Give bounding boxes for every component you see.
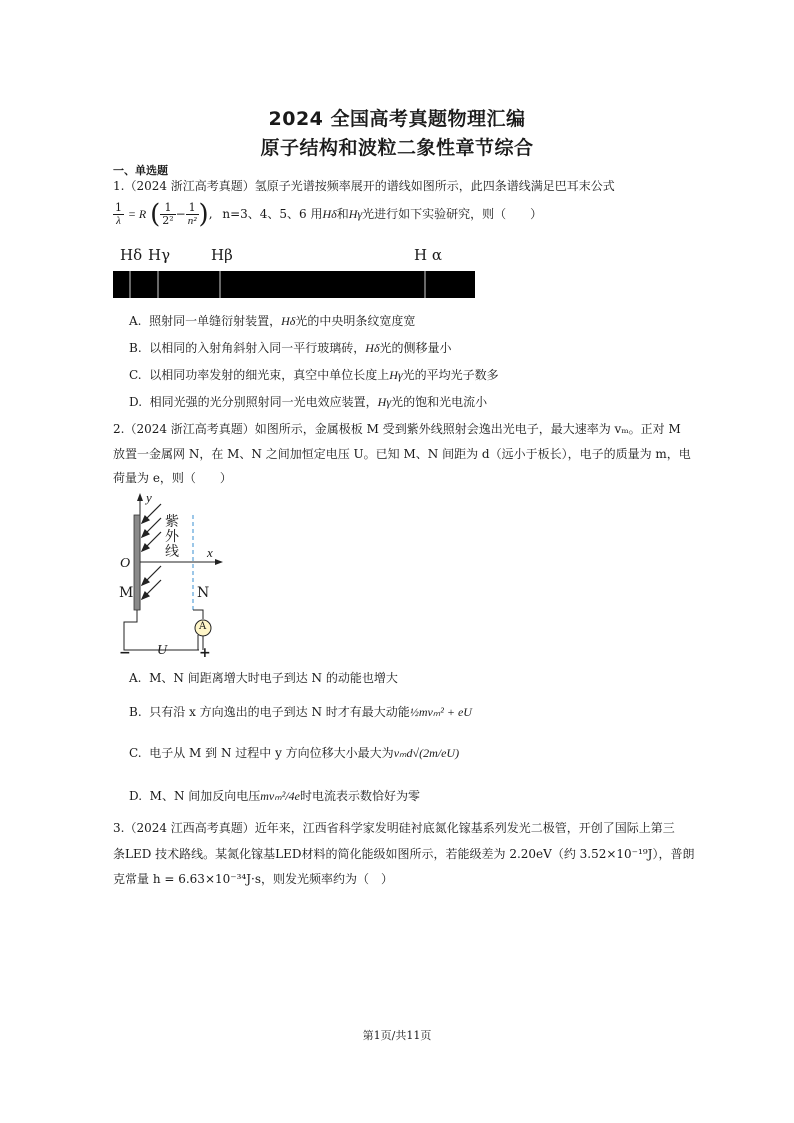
q3-stem-line2: 条LED 技术路线。某氮化镓基LED材料的简化能级如图所示，若能级差为 2.20eV（约 3.52×10⁻¹⁹J），普朗 xyxy=(113,847,695,861)
q1-option-c: C. 以相同功率发射的细光束，真空中单位长度上Hγ光的平均光子数多 xyxy=(129,368,499,382)
section-heading: 一、单选题 xyxy=(113,164,168,177)
fig-label-x: x xyxy=(207,545,213,560)
q1-option-a: A. 照射同一单缝衍射装置，Hδ光的中央明条纹宽度宽 xyxy=(129,314,416,328)
spectrum-bar xyxy=(113,271,475,298)
metal-plate-m xyxy=(134,515,140,610)
fig-label-uv-3: 线 xyxy=(165,544,179,560)
q2-option-c: C. 电子从 M 到 N 过程中 y 方向位移大小最大为vₘd√(2m/eU) xyxy=(129,746,460,760)
photoelectric-diagram xyxy=(113,490,253,665)
page-footer: 第1页/共11页 xyxy=(362,1029,432,1042)
q1-formula-line: $\frac{1}{\lambda}$ = R ( $\frac{1}{\text{2²}}$ − $\frac{1}{\text{n²}}$ ), n=3、4、5、6 用Hδ和Hγ光进行如下实验研究，则（ ） xyxy=(115,199,543,230)
fig-label-minus: − xyxy=(119,645,131,661)
q2-option-a: A. M、N 间距离增大时电子到达 N 的动能也增大 xyxy=(129,671,398,685)
q2-stem-line1: 2.（2024 浙江高考真题）如图所示，金属极板 M 受到紫外线照射会逸出光电子，最大速率为 vₘ。正对 M xyxy=(113,422,681,436)
q3-stem-line1: 3.（2024 江西高考真题）近年来，江西省科学家发明硅衬底氮化镓基系列发光二极管，开创了国际上第三 xyxy=(113,821,675,835)
fig-label-uv-2: 外 xyxy=(165,529,179,545)
fig-label-n: N xyxy=(197,585,210,601)
q1-stem-line1: 1.（2024 浙江高考真题）氢原子光谱按频率展开的谱线如图所示，此四条谱线满足巴耳末公式 xyxy=(113,179,615,193)
fig-label-uv-1: 紫 xyxy=(165,514,179,530)
fig-label-o: O xyxy=(120,556,131,571)
fig-label-u: U xyxy=(157,643,168,658)
q2-stem-line3: 荷量为 e，则（ ） xyxy=(113,471,232,485)
fig-label-m: M xyxy=(119,585,134,601)
balmer-formula-lhs: $\frac{1}{\lambda}$ xyxy=(115,201,122,227)
fig-label-plus: + xyxy=(199,645,211,661)
q1-option-d: D. 相同光强的光分别照射同一光电效应装置，Hγ光的饱和光电流小 xyxy=(129,395,488,409)
spectrum-label-h-beta: Hβ xyxy=(211,246,233,264)
q1-option-b: B. 以相同的入射角斜射入同一平行玻璃砖，Hδ光的侧移量小 xyxy=(129,341,452,355)
spectrum-label-h-alpha: H α xyxy=(414,246,442,264)
spectrum-label-h-delta: Hδ xyxy=(120,246,143,264)
uv-arrows xyxy=(142,504,161,599)
q2-stem-line2: 放置一金属网 N，在 M、N 之间加恒定电压 U。已知 M、N 间距为 d（远小于板长），电子的质量为 m，电 xyxy=(113,447,691,461)
q2-option-b: B. 只有沿 x 方向逸出的电子到达 N 时才有最大动能½mvₘ² + eU xyxy=(129,705,472,719)
q2-option-d: D. M、N 间加反向电压mvₘ²/4e时电流表示数恰好为零 xyxy=(129,789,421,803)
fig-label-ammeter: A xyxy=(199,621,207,632)
document-title: 2024 全国高考真题物理汇编 xyxy=(268,108,526,130)
q3-stem-line3: 克常量 h = 6.63×10⁻³⁴J·s，则发光频率约为（ ） xyxy=(113,872,394,886)
document-subtitle: 原子结构和波粒二象性章节综合 xyxy=(260,137,534,159)
spectrum-label-h-gamma: Hγ xyxy=(148,246,171,264)
fig-label-y: y xyxy=(146,490,152,505)
